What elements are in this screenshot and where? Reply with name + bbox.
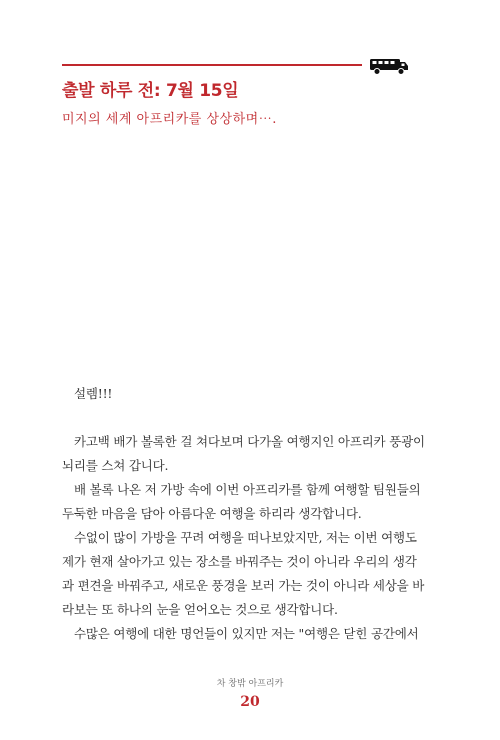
header-rule — [62, 64, 362, 66]
body-line: 수없이 많이 가방을 꾸려 여행을 떠나보았지만, 저는 이번 여행도 — [74, 530, 417, 545]
running-footer: 차 창밖 아프리카 — [216, 679, 284, 689]
page-number: 20 — [240, 694, 260, 710]
chapter-subtitle: 미지의 세계 아프리카를 상상하며⋯. — [62, 112, 277, 127]
chapter-title: 출발 하루 전: 7월 15일 — [62, 81, 239, 101]
body-line: 설렘!!! — [74, 386, 113, 401]
body-text — [62, 382, 442, 646]
body-line: 배 볼록 나온 저 가방 속에 이번 아프리카를 함께 여행할 팀원들의 — [74, 482, 421, 497]
body-line: 뇌리를 스쳐 갑니다. — [62, 458, 169, 473]
truck-icon — [370, 58, 408, 75]
body-line: 카고백 배가 볼록한 걸 쳐다보며 다가올 여행지인 아프리카 풍광이 — [74, 434, 425, 449]
body-line: 과 편견을 바꿔주고, 새로운 풍경을 보러 가는 것이 아니라 세상을 바 — [62, 578, 425, 593]
body-line: 수많은 여행에 대한 명언들이 있지만 저는 "여행은 닫힌 공간에서 — [74, 626, 419, 641]
body-line: 두둑한 마음을 담아 아름다운 여행을 하리라 생각합니다. — [62, 506, 362, 521]
body-line: 제가 현재 살아가고 있는 장소를 바꿔주는 것이 아니라 우리의 생각 — [62, 554, 417, 569]
body-line: 라보는 또 하나의 눈을 얻어오는 것으로 생각합니다. — [62, 602, 338, 617]
